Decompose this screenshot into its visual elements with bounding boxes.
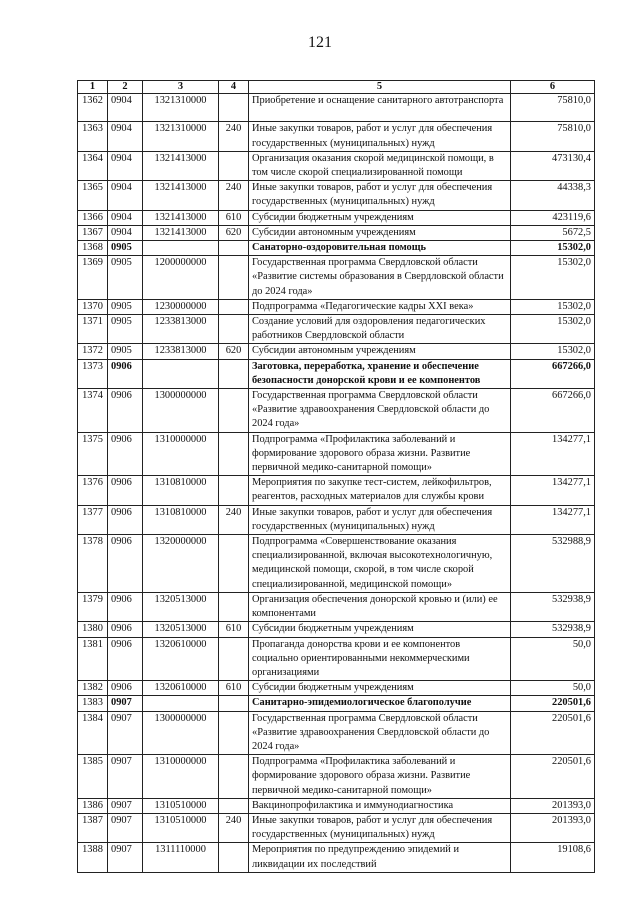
row-number: 1386 — [78, 798, 108, 813]
amount: 220501,6 — [511, 696, 595, 711]
section-code: 0906 — [108, 359, 143, 388]
section-code: 0906 — [108, 535, 143, 593]
section-code: 0904 — [108, 181, 143, 210]
expense-type — [219, 256, 249, 300]
row-number: 1370 — [78, 299, 108, 314]
amount: 75810,0 — [511, 122, 595, 151]
table-row — [78, 696, 595, 711]
expense-type — [219, 151, 249, 180]
section-code: 0907 — [108, 711, 143, 755]
target-code: 1320513000 — [143, 622, 219, 637]
table-row — [78, 711, 595, 755]
expense-type — [219, 592, 249, 621]
row-number: 1380 — [78, 622, 108, 637]
amount: 201393,0 — [511, 798, 595, 813]
row-number: 1367 — [78, 225, 108, 240]
item-name: Иные закупки товаров, работ и услуг для обеспечения государственных (муниципальных) нужд — [249, 505, 511, 534]
amount: 19108,6 — [511, 843, 595, 872]
item-name: Санаторно-оздоровительная помощь — [249, 241, 511, 256]
section-code: 0907 — [108, 798, 143, 813]
amount: 15302,0 — [511, 315, 595, 344]
item-name: Мероприятия по предупреждению эпидемий и ликвидации их последствий — [249, 843, 511, 872]
amount: 15302,0 — [511, 241, 595, 256]
table-row — [78, 122, 595, 151]
item-name: Организация оказания скорой медицинской помощи, в том числе скорой специализированной помощи — [249, 151, 511, 180]
amount: 134277,1 — [511, 476, 595, 505]
table-row — [78, 432, 595, 476]
amount: 667266,0 — [511, 389, 595, 433]
target-code: 1310810000 — [143, 505, 219, 534]
item-name: Создание условий для оздоровления педагогических работников Свердловской области — [249, 315, 511, 344]
section-code: 0905 — [108, 256, 143, 300]
table-body — [78, 94, 595, 873]
row-number: 1362 — [78, 94, 108, 122]
amount: 5672,5 — [511, 225, 595, 240]
table-row — [78, 592, 595, 621]
amount: 423119,6 — [511, 210, 595, 225]
expense-type: 610 — [219, 210, 249, 225]
table-row — [78, 622, 595, 637]
table-header-row — [78, 81, 595, 94]
target-code: 1310000000 — [143, 432, 219, 476]
target-code: 1300000000 — [143, 389, 219, 433]
target-code — [143, 359, 219, 388]
table-row — [78, 151, 595, 180]
expense-type — [219, 432, 249, 476]
column-header: 6 — [511, 81, 595, 94]
row-number: 1364 — [78, 151, 108, 180]
expense-type: 610 — [219, 681, 249, 696]
section-code: 0905 — [108, 299, 143, 314]
expense-type — [219, 476, 249, 505]
target-code — [143, 241, 219, 256]
item-name: Заготовка, переработка, хранение и обеспечение безопасности донорской крови и ее компонентов — [249, 359, 511, 388]
table-row — [78, 299, 595, 314]
expense-type: 240 — [219, 181, 249, 210]
item-name: Субсидии бюджетным учреждениям — [249, 210, 511, 225]
table-row — [78, 535, 595, 593]
item-name: Приобретение и оснащение санитарного автотранспорта — [249, 94, 511, 122]
amount: 532938,9 — [511, 592, 595, 621]
item-name: Подпрограмма «Педагогические кадры XXI века» — [249, 299, 511, 314]
target-code: 1321413000 — [143, 181, 219, 210]
amount: 50,0 — [511, 681, 595, 696]
row-number: 1384 — [78, 711, 108, 755]
expense-type — [219, 843, 249, 872]
expense-type — [219, 798, 249, 813]
item-name: Иные закупки товаров, работ и услуг для обеспечения государственных (муниципальных) нужд — [249, 181, 511, 210]
target-code: 1321413000 — [143, 210, 219, 225]
row-number: 1365 — [78, 181, 108, 210]
target-code — [143, 696, 219, 711]
target-code: 1200000000 — [143, 256, 219, 300]
target-code: 1321310000 — [143, 94, 219, 122]
expense-type — [219, 755, 249, 799]
row-number: 1381 — [78, 637, 108, 681]
table-row — [78, 210, 595, 225]
table-row — [78, 181, 595, 210]
row-number: 1366 — [78, 210, 108, 225]
table-row — [78, 389, 595, 433]
target-code: 1300000000 — [143, 711, 219, 755]
item-name: Подпрограмма «Совершенствование оказания специализированной, включая высокотехнологичную, медицинской помощи, скорой, в том числе скорой специализированной, медицинской помощи» — [249, 535, 511, 593]
item-name: Вакцинопрофилактика и иммунодиагностика — [249, 798, 511, 813]
row-number: 1376 — [78, 476, 108, 505]
target-code: 1233813000 — [143, 344, 219, 359]
amount: 220501,6 — [511, 755, 595, 799]
amount: 44338,3 — [511, 181, 595, 210]
table-row — [78, 755, 595, 799]
table-row — [78, 315, 595, 344]
item-name: Субсидии бюджетным учреждениям — [249, 622, 511, 637]
row-number: 1388 — [78, 843, 108, 872]
target-code: 1310510000 — [143, 813, 219, 842]
section-code: 0904 — [108, 94, 143, 122]
target-code: 1320610000 — [143, 637, 219, 681]
table-row — [78, 476, 595, 505]
row-number: 1369 — [78, 256, 108, 300]
expense-type — [219, 637, 249, 681]
column-header: 4 — [219, 81, 249, 94]
target-code: 1233813000 — [143, 315, 219, 344]
section-code: 0906 — [108, 476, 143, 505]
item-name: Государственная программа Свердловской области «Развитие здравоохранения Свердловской области до 2024 года» — [249, 389, 511, 433]
item-name: Субсидии автономным учреждениям — [249, 344, 511, 359]
expense-type: 620 — [219, 344, 249, 359]
row-number: 1377 — [78, 505, 108, 534]
row-number: 1374 — [78, 389, 108, 433]
table-row — [78, 681, 595, 696]
target-code: 1310810000 — [143, 476, 219, 505]
amount: 15302,0 — [511, 256, 595, 300]
target-code: 1321413000 — [143, 225, 219, 240]
row-number: 1372 — [78, 344, 108, 359]
amount: 15302,0 — [511, 344, 595, 359]
item-name: Государственная программа Свердловской области «Развитие системы образования в Свердловской области до 2024 года» — [249, 256, 511, 300]
item-name: Санитарно-эпидемиологическое благополучие — [249, 696, 511, 711]
target-code: 1310000000 — [143, 755, 219, 799]
amount: 667266,0 — [511, 359, 595, 388]
section-code: 0904 — [108, 225, 143, 240]
section-code: 0906 — [108, 389, 143, 433]
row-number: 1385 — [78, 755, 108, 799]
target-code: 1321310000 — [143, 122, 219, 151]
amount: 15302,0 — [511, 299, 595, 314]
column-header: 1 — [78, 81, 108, 94]
column-header: 5 — [249, 81, 511, 94]
row-number: 1378 — [78, 535, 108, 593]
expense-type — [219, 389, 249, 433]
amount: 75810,0 — [511, 94, 595, 122]
target-code: 1320000000 — [143, 535, 219, 593]
expense-type: 620 — [219, 225, 249, 240]
page-number: 121 — [308, 34, 332, 51]
amount: 532988,9 — [511, 535, 595, 593]
table-row — [78, 843, 595, 872]
table-row — [78, 241, 595, 256]
table-row — [78, 256, 595, 300]
amount: 50,0 — [511, 637, 595, 681]
expense-type: 240 — [219, 813, 249, 842]
item-name: Иные закупки товаров, работ и услуг для обеспечения государственных (муниципальных) нужд — [249, 122, 511, 151]
row-number: 1382 — [78, 681, 108, 696]
section-code: 0904 — [108, 122, 143, 151]
expense-type — [219, 711, 249, 755]
row-number: 1383 — [78, 696, 108, 711]
expense-type — [219, 535, 249, 593]
row-number: 1363 — [78, 122, 108, 151]
table-row — [78, 798, 595, 813]
target-code: 1311110000 — [143, 843, 219, 872]
row-number: 1371 — [78, 315, 108, 344]
row-number: 1373 — [78, 359, 108, 388]
target-code: 1310510000 — [143, 798, 219, 813]
item-name: Субсидии автономным учреждениям — [249, 225, 511, 240]
expense-type: 240 — [219, 505, 249, 534]
section-code: 0905 — [108, 241, 143, 256]
target-code: 1320610000 — [143, 681, 219, 696]
section-code: 0907 — [108, 843, 143, 872]
expense-type: 610 — [219, 622, 249, 637]
item-name: Подпрограмма «Профилактика заболеваний и формирование здорового образа жизни. Развитие первичной медико-санитарной помощи» — [249, 755, 511, 799]
row-number: 1379 — [78, 592, 108, 621]
target-code: 1320513000 — [143, 592, 219, 621]
section-code: 0906 — [108, 505, 143, 534]
section-code: 0905 — [108, 344, 143, 359]
budget-table — [77, 80, 595, 873]
amount: 532938,9 — [511, 622, 595, 637]
expense-type — [219, 241, 249, 256]
item-name: Подпрограмма «Профилактика заболеваний и формирование здорового образа жизни. Развитие первичной медико-санитарной помощи» — [249, 432, 511, 476]
table-row — [78, 637, 595, 681]
section-code: 0906 — [108, 681, 143, 696]
section-code: 0906 — [108, 432, 143, 476]
section-code: 0905 — [108, 315, 143, 344]
row-number: 1375 — [78, 432, 108, 476]
section-code: 0906 — [108, 592, 143, 621]
table-row — [78, 505, 595, 534]
row-number: 1368 — [78, 241, 108, 256]
row-number: 1387 — [78, 813, 108, 842]
expense-type — [219, 299, 249, 314]
amount: 201393,0 — [511, 813, 595, 842]
column-header: 2 — [108, 81, 143, 94]
target-code: 1230000000 — [143, 299, 219, 314]
section-code: 0907 — [108, 755, 143, 799]
expense-type — [219, 315, 249, 344]
expense-type — [219, 359, 249, 388]
table-row — [78, 344, 595, 359]
amount: 473130,4 — [511, 151, 595, 180]
item-name: Организация обеспечения донорской кровью и (или) ее компонентами — [249, 592, 511, 621]
expense-type — [219, 696, 249, 711]
section-code: 0906 — [108, 622, 143, 637]
amount: 220501,6 — [511, 711, 595, 755]
section-code: 0904 — [108, 151, 143, 180]
item-name: Государственная программа Свердловской области «Развитие здравоохранения Свердловской области до 2024 года» — [249, 711, 511, 755]
table-row — [78, 225, 595, 240]
section-code: 0906 — [108, 637, 143, 681]
section-code: 0907 — [108, 696, 143, 711]
section-code: 0907 — [108, 813, 143, 842]
table-row — [78, 359, 595, 388]
amount: 134277,1 — [511, 432, 595, 476]
table-row — [78, 94, 595, 122]
target-code: 1321413000 — [143, 151, 219, 180]
amount: 134277,1 — [511, 505, 595, 534]
table-row — [78, 813, 595, 842]
item-name: Пропаганда донорства крови и ее компонентов социально ориентированными некоммерческими организациями — [249, 637, 511, 681]
item-name: Субсидии бюджетным учреждениям — [249, 681, 511, 696]
section-code: 0904 — [108, 210, 143, 225]
item-name: Мероприятия по закупке тест-систем, лейкофильтров, реагентов, расходных материалов для службы крови — [249, 476, 511, 505]
expense-type: 240 — [219, 122, 249, 151]
column-header: 3 — [143, 81, 219, 94]
item-name: Иные закупки товаров, работ и услуг для обеспечения государственных (муниципальных) нужд — [249, 813, 511, 842]
expense-type — [219, 94, 249, 122]
